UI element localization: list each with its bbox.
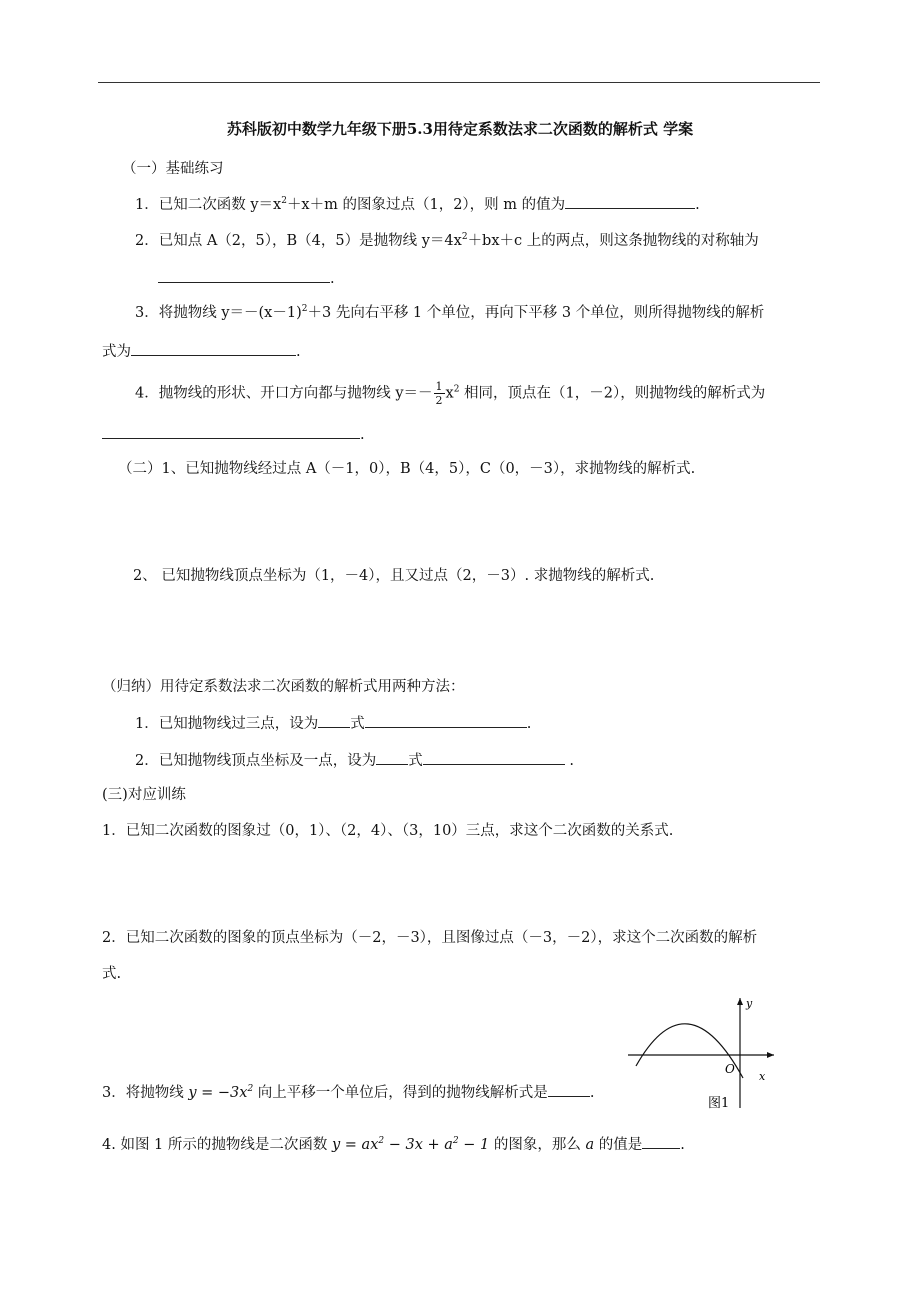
section-3-question-2: 2．已知二次函数的图象的顶点坐标为（－2，－3），且图像过点（－3，－2），求这个二次函数的解析 bbox=[102, 930, 758, 946]
section-3-question-3: 3．将抛物线 $y = -3x^2$ 向上平移一个单位后，得到的抛物线解析式是 . bbox=[102, 1084, 595, 1101]
page-title: 苏科版初中数学九年级下册5.3用待定系数法求二次函数的解析式 学案 bbox=[226, 120, 694, 138]
origin-label: O bbox=[725, 1062, 735, 1076]
summary-heading: （归纳）用待定系数法求二次函数的解析式用两种方法： bbox=[102, 679, 465, 695]
section-2-question-1: （二）1、已知抛物线经过点 A（－1，0），B（4，5），C（0，－3），求抛物线的解析式. bbox=[118, 461, 696, 477]
answer-blank[interactable] bbox=[158, 268, 330, 283]
answer-blank[interactable] bbox=[423, 750, 565, 765]
question-1-2-answer-line: . bbox=[158, 268, 335, 288]
answer-blank[interactable] bbox=[376, 750, 408, 765]
summary-item-2: 2．已知抛物线顶点坐标及一点，设为 式 . bbox=[135, 750, 574, 770]
section-3-question-2-line2: 式. bbox=[102, 966, 122, 982]
answer-blank[interactable] bbox=[548, 1082, 590, 1097]
section-3-heading: (三)对应训练 bbox=[102, 787, 186, 803]
x-axis-label: x bbox=[759, 1070, 766, 1083]
y-axis-arrow bbox=[737, 998, 743, 1005]
fraction-one-half: $\frac{1}{2}$ bbox=[435, 380, 443, 407]
answer-blank[interactable] bbox=[642, 1134, 680, 1149]
question-1-1: 1．已知二次函数 $y=x^2+x+m$ 的图象过点（1，2），则 m 的值为 . bbox=[135, 196, 700, 213]
summary-item-1: 1．已知抛物线过三点，设为 式 . bbox=[135, 713, 531, 733]
question-1-4-answer-line: . bbox=[102, 424, 365, 444]
question-1-3: 3．将抛物线 $y=-(x-1)^2+3$ 先向右平移 1 个单位，再向下平移 3 个单位，则所得抛物线的解析 bbox=[135, 304, 765, 321]
section-2-question-2: 2、 已知抛物线顶点坐标为（1，－4），且又过点（2，－3）. 求抛物线的解析式. bbox=[133, 568, 655, 584]
question-1-2: 2．已知点 A（2，5），B（4，5）是抛物线 $y=4x^2+bx+c$ 上的两点，则这条抛物线的对称轴为 bbox=[135, 232, 759, 249]
y-axis-label: y bbox=[746, 997, 753, 1010]
answer-blank[interactable] bbox=[318, 713, 350, 728]
question-1-3-line2: 式为 . bbox=[102, 341, 301, 361]
section-3-question-4: 4. 如图 1 所示的抛物线是二次函数 $y = ax^2 - 3x + a^2 - 1$ 的图象，那么 a 的值是 . bbox=[102, 1136, 685, 1153]
section-3-question-1: 1．已知二次函数的图象过（0，1）、（2，4）、（3，10）三点，求这个二次函数的关系式. bbox=[102, 823, 674, 839]
section-1-heading: （一）基础练习 bbox=[122, 161, 224, 177]
figure-caption: 图1 bbox=[708, 1096, 730, 1111]
answer-blank[interactable] bbox=[102, 424, 360, 439]
answer-blank[interactable] bbox=[131, 341, 296, 356]
answer-blank[interactable] bbox=[365, 713, 527, 728]
answer-blank[interactable] bbox=[565, 194, 695, 209]
x-axis-arrow bbox=[767, 1052, 774, 1058]
question-1-4: 4．抛物线的形状、开口方向都与抛物线 y＝－ $\frac{1}{2}$ $x^2$ 相同，顶点在（1，－2），则抛物线的解析式为 bbox=[135, 380, 766, 407]
header-rule bbox=[98, 82, 820, 83]
parabola-figure bbox=[628, 994, 778, 1112]
